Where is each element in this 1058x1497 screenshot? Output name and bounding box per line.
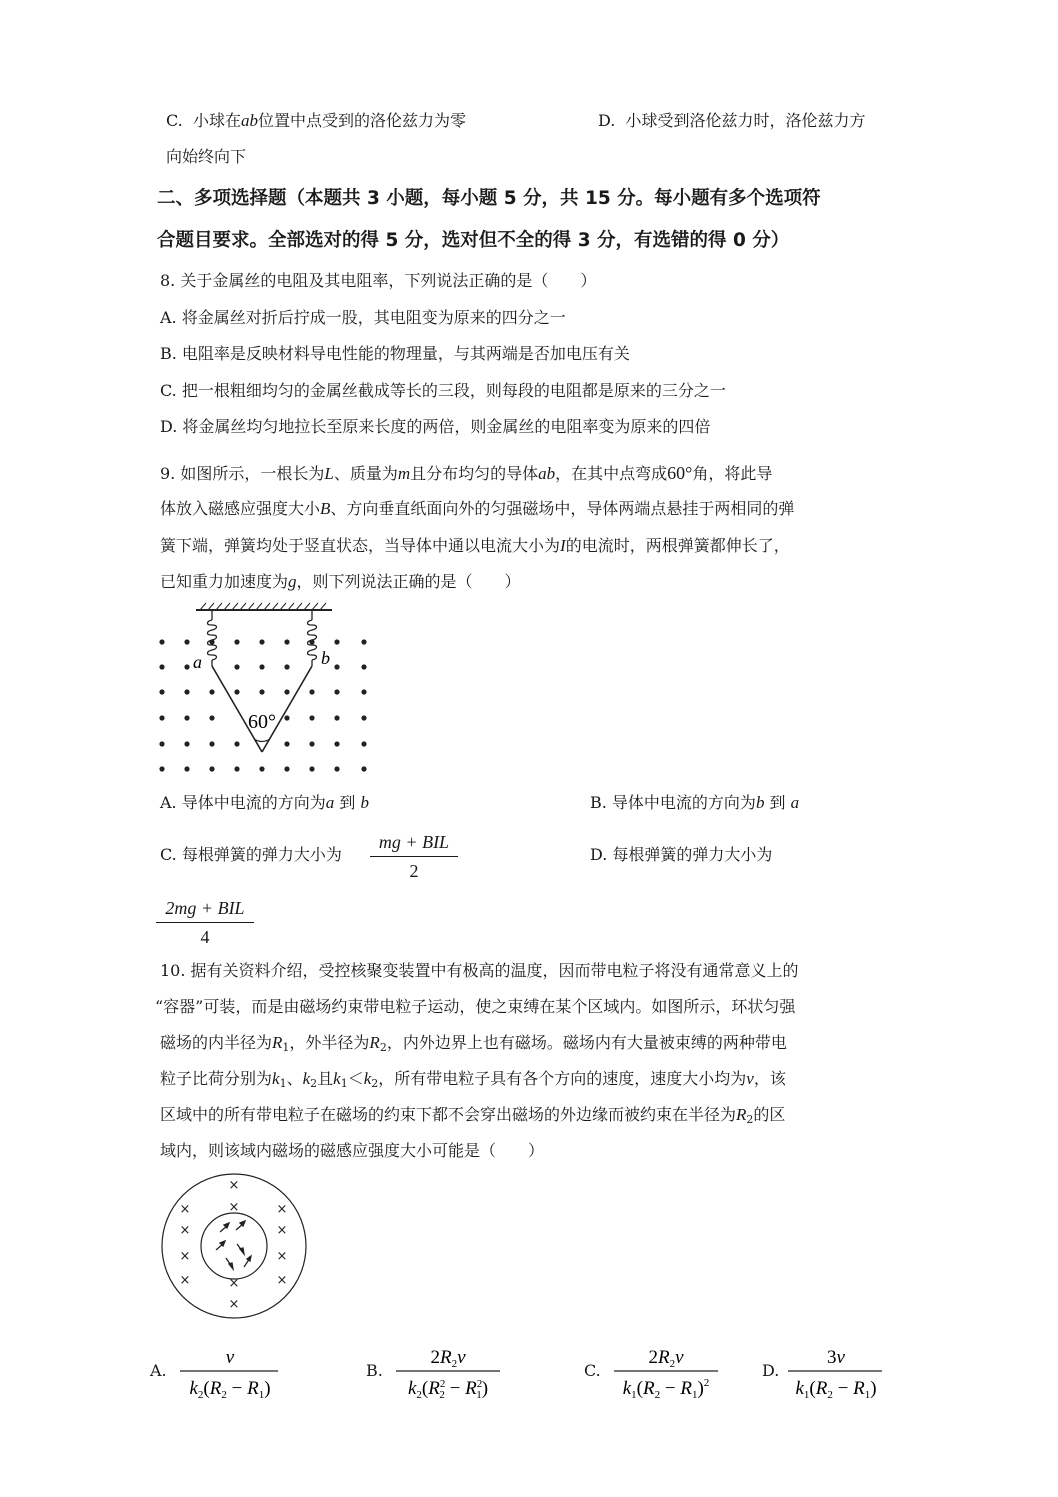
q9-stem-line2: 体放入磁感应强度大小B、方向垂直纸面向外的匀强磁场中，导体两端点悬挂于两相同的弹 [160, 499, 795, 518]
q10-option-b-formula [394, 1342, 502, 1400]
q8-stem: 8. 关于金属丝的电阻及其电阻率，下列说法正确的是（ ） [160, 271, 597, 290]
q10-option-d-label: D. [762, 1361, 780, 1380]
svg-text:×: × [276, 1273, 288, 1288]
q10-option-a-formula [178, 1342, 282, 1400]
svg-text:k1(R2 − R1)2: $k_1(R_2 - R_1)^2$ [622, 1377, 710, 1401]
q10-option-c-label: C. [584, 1361, 601, 1380]
svg-text:×: × [276, 1249, 288, 1264]
svg-text:×: × [228, 1200, 240, 1215]
svg-text:k2(R22 − R21): $k_2(R^2$ $2 - R^2$ 1) [407, 1378, 489, 1401]
svg-text:×: × [228, 1297, 240, 1312]
svg-text:×: × [179, 1249, 191, 1264]
q9-option-b: B. 导体中电流的方向为b 到 a [590, 793, 800, 812]
q9-stem-line4: 已知重力加速度为g，则下列说法正确的是（ ） [160, 572, 521, 591]
section-heading-line1: 二、多项选择题（本题共 3 小题，每小题 5 分，共 15 分。每小题有多个选项符 [157, 188, 821, 209]
q7-option-d: D. 小球受到洛伦兹力时，洛伦兹力方 [598, 111, 866, 130]
svg-text:×: × [179, 1273, 191, 1288]
q9-option-c-fraction: mg + BIL 2 [370, 830, 458, 883]
label-b: b [321, 648, 330, 668]
svg-text:×: × [276, 1202, 288, 1217]
svg-text:×: × [179, 1223, 191, 1238]
q8-option-b: B. 电阻率是反映材料导电性能的物理量，与其两端是否加电压有关 [160, 344, 630, 363]
left-spring [208, 610, 217, 666]
svg-text:×: × [228, 1276, 240, 1291]
q10-stem-line3: 磁场的内半径为$R_1$，外半径为$R_2$，内外边界上也有磁场。磁场内有大量被束缚的两种带电 [160, 1033, 787, 1054]
q9-stem-line1: 9. 如图所示，一根长为L、质量为m且分布均匀的导体ab，在其中点弯成60°角，将此导 [160, 463, 773, 483]
q7-option-d-continued: 向始终向下 [166, 147, 247, 166]
q7-option-c: C. 小球在ab位置中点受到的洛伦兹力为零 [166, 111, 466, 130]
particle-velocity-arrows [216, 1221, 251, 1269]
svg-text:×: × [179, 1202, 191, 1217]
q10-option-d-formula [786, 1342, 886, 1400]
svg-text:3v: 3v [827, 1347, 845, 1368]
angle-label: 60° [248, 711, 276, 733]
q10-stem-line1: 10. 据有关资料介绍，受控核聚变装置中有极高的温度，因而带电粒子将没有通常意义上的 [160, 961, 799, 980]
field-crosses [180, 1178, 288, 1312]
q8-option-a: A. 将金属丝对折后拧成一股，其电阻变为原来的四分之一 [160, 308, 566, 327]
q9-option-c-label: C. 每根弹簧的弹力大小为 [160, 845, 342, 864]
svg-text:k1(R2 − R1): $k_1(R_2 - R_1)$ [795, 1378, 877, 1401]
q8-option-c: C. 把一根粗细均匀的金属丝截成等长的三段，则每段的电阻都是原来的三分之一 [160, 381, 726, 400]
q10-stem-line6: 域内，则该域内磁场的磁感应强度大小可能是（ ） [160, 1141, 545, 1160]
q8-option-d: D. 将金属丝均匀地拉长至原来长度的两倍，则金属丝的电阻率变为原来的四倍 [160, 417, 711, 436]
svg-text:v: v [225, 1347, 235, 1368]
svg-text:2R2v: $2R_2v$ [648, 1347, 684, 1370]
right-spring [308, 610, 317, 666]
svg-text:2R2v: $2R_2v$ [430, 1347, 466, 1370]
q10-annular-field-figure [160, 1170, 310, 1320]
q9-magnetic-field-figure [150, 600, 390, 780]
inner-boundary [201, 1213, 267, 1279]
svg-text:×: × [276, 1223, 288, 1238]
q9-option-d-fraction: 2mg + BIL 4 [156, 896, 254, 949]
section-heading-line2: 合题目要求。全部选对的得 5 分，选对但不全的得 3 分，有选错的得 0 分） [157, 230, 790, 251]
q9-option-a: A. 导体中电流的方向为a 到 b [160, 793, 369, 812]
q10-stem-line2: “容器”可装，而是由磁场约束带电粒子运动，使之束缚在某个区域内。如图所示，环状匀强 [155, 997, 796, 1016]
svg-text:×: × [228, 1178, 240, 1193]
bent-conductor [212, 666, 312, 752]
q9-stem-line3: 簧下端，弹簧均处于竖直状态，当导体中通以电流大小为I的电流时，两根弹簧都伸长了， [160, 536, 790, 555]
q10-option-b-label: B. [366, 1361, 383, 1380]
q10-stem-line5: 区域中的所有带电粒子在磁场的约束下都不会穿出磁场的外边缘而被约束在半径为$R_2$的区 [160, 1105, 786, 1126]
ceiling [196, 603, 332, 610]
label-a: a [193, 652, 202, 672]
q10-option-a-label: A. [150, 1361, 167, 1380]
q10-option-c-formula [612, 1342, 720, 1400]
q9-option-d-label: D. 每根弹簧的弹力大小为 [590, 845, 773, 864]
q10-stem-line4: 粒子比荷分别为$k_1$、$k_2$且$k_1<k_2$，所有带电粒子具有各个方向的速度，速度大小均为v，该 [160, 1069, 786, 1090]
svg-text:k2(R2 − R1): $k_2(R_2 - R_1)$ [189, 1378, 271, 1401]
